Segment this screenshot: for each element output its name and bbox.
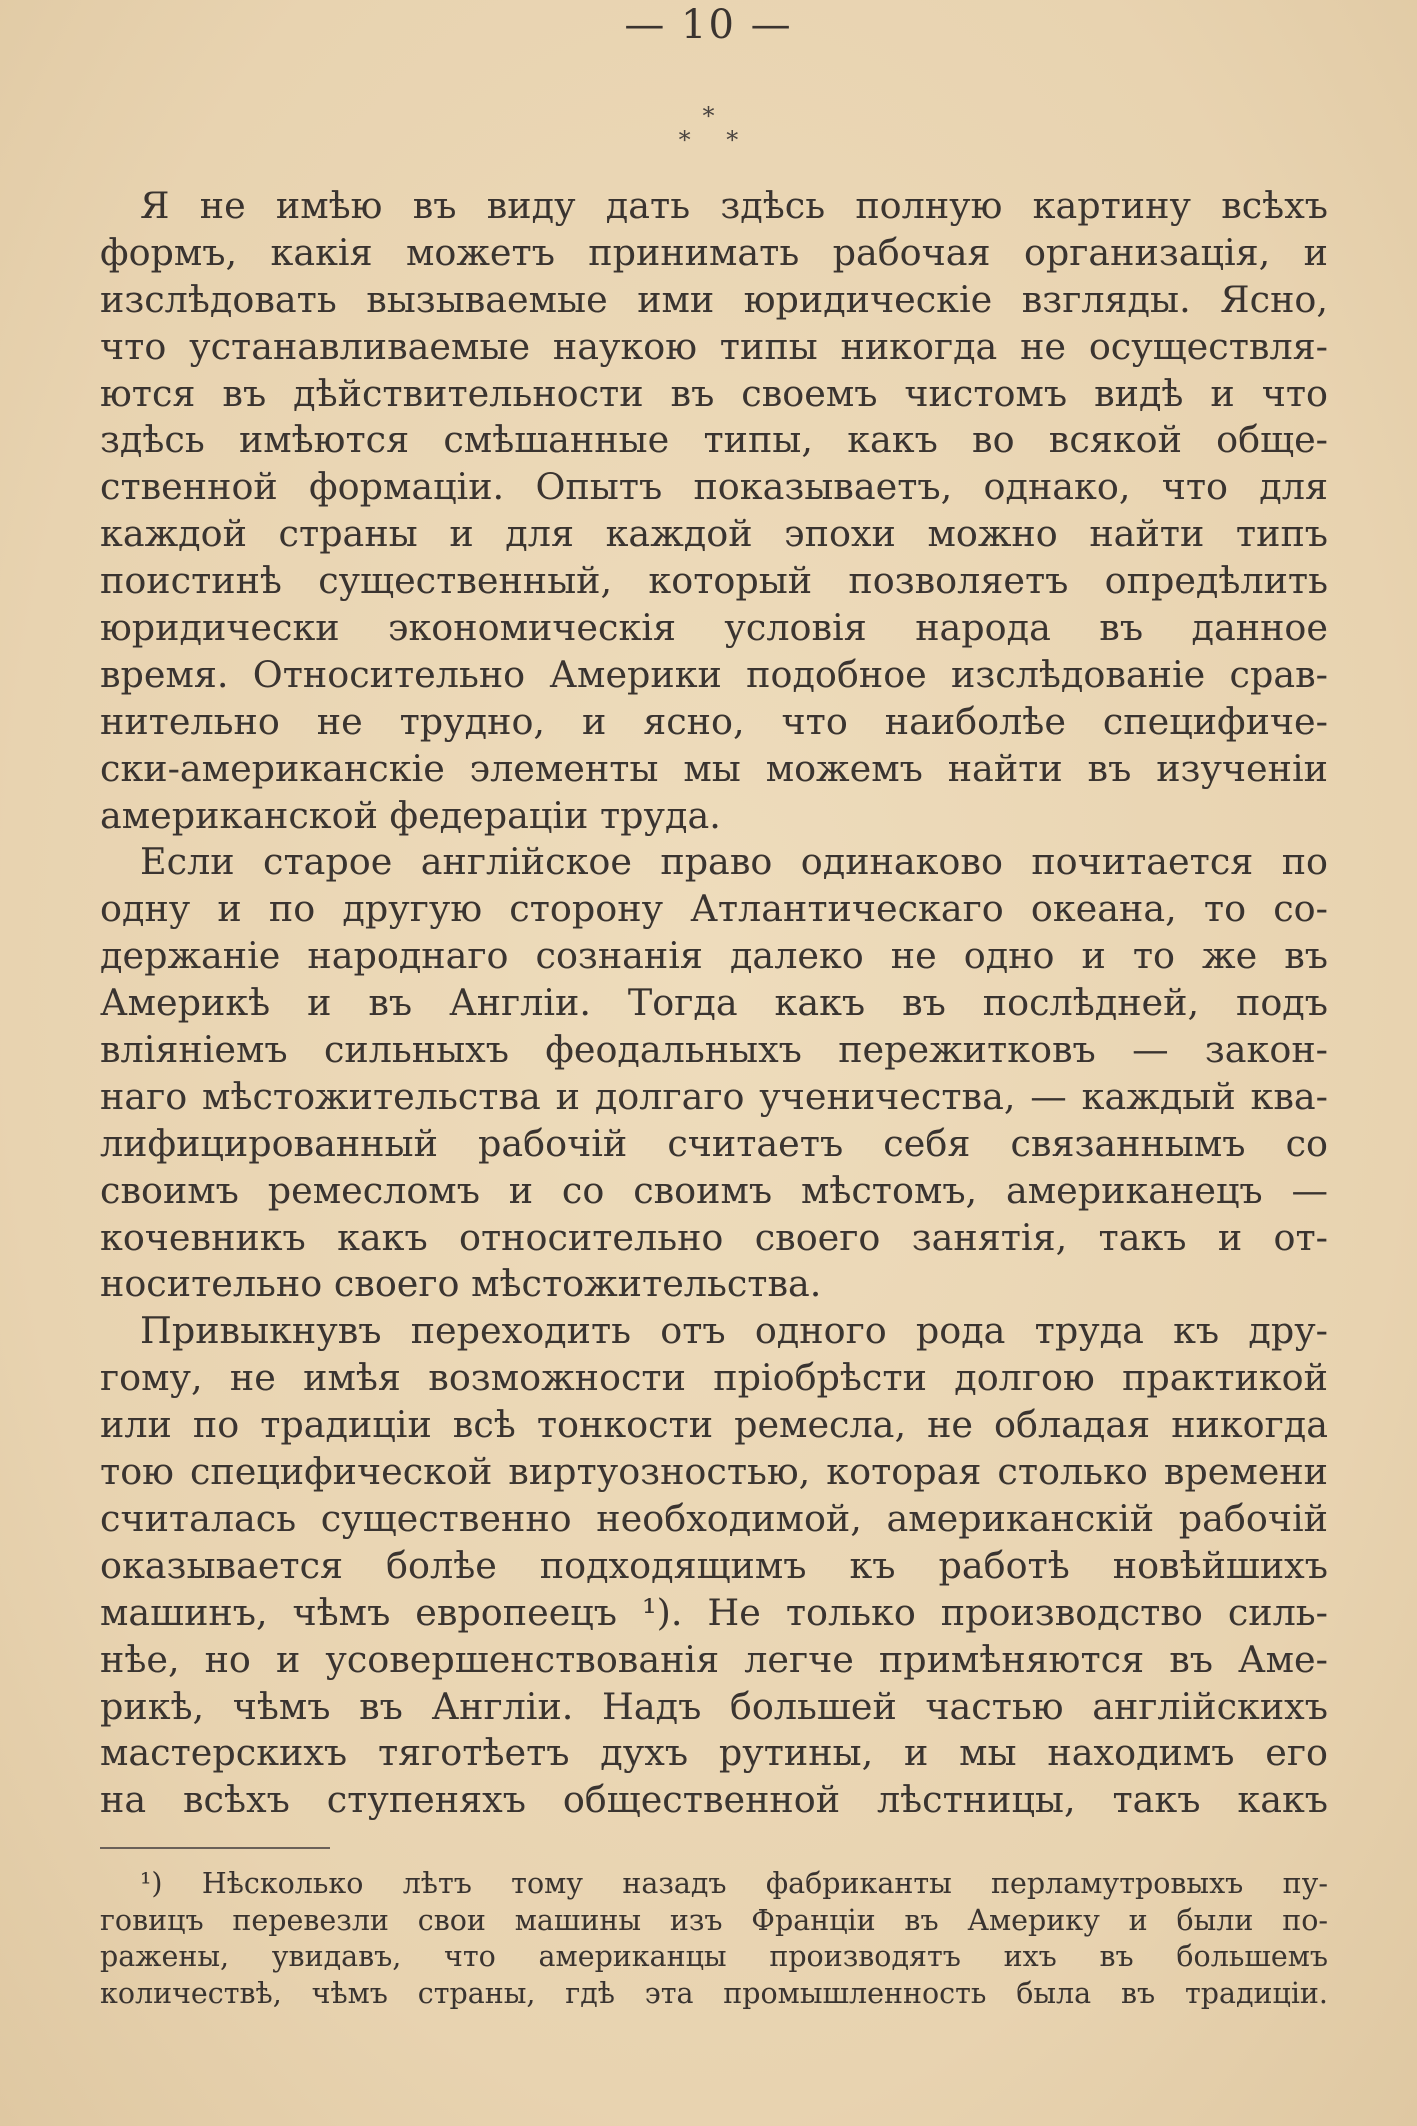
text-line: американской федераціи труда. — [100, 793, 721, 837]
text-line: здѣсь имѣются смѣшанные типы, какъ во всякой обще- — [100, 418, 1328, 462]
page-number: — 10 — — [624, 2, 793, 48]
text-line: вліяніемъ сильныхъ феодальныхъ пережитковъ — закон- — [100, 1028, 1328, 1072]
text-line: Привыкнувъ переходить отъ одного рода труда къ дру- — [140, 1309, 1328, 1353]
text-line: Америкѣ и въ Англіи. Тогда какъ въ послѣдней, подъ — [100, 981, 1328, 1025]
text-line: гому, не имѣя возможности пріобрѣсти долгою практикой — [100, 1356, 1328, 1400]
text-line: считалась существенно необходимой, американскій рабочій — [100, 1496, 1328, 1540]
text-line: своимъ ремесломъ и со своимъ мѣстомъ, американецъ — — [100, 1168, 1328, 1212]
text-line: наго мѣстожительства и долгаго ученичества, — каждый ква- — [100, 1074, 1328, 1118]
text-line: держаніе народнаго сознанія далеко не одно и то же въ — [100, 934, 1328, 978]
text-line: ски-американскіе элементы мы можемъ найти въ изученіи — [100, 746, 1328, 790]
footnote-divider — [100, 1847, 330, 1849]
footnote-line: говицъ перевезли свои машины изъ Франціи въ Америку и были по- — [100, 1903, 1328, 1937]
body-text — [100, 183, 1328, 1824]
text-line: время. Относительно Америки подобное изслѣдованіе срав- — [100, 652, 1328, 696]
section-separator — [0, 104, 1417, 152]
text-line: мастерскихъ тяготѣетъ духъ рутины, и мы находимъ его — [100, 1731, 1328, 1775]
text-line: Если старое англійское право одинаково почитается по — [140, 840, 1328, 884]
footnote-line: количествѣ, чѣмъ страны, гдѣ эта промышленность была въ традиціи. — [100, 1976, 1328, 2010]
text-line: носительно своего мѣстожительства. — [100, 1262, 822, 1306]
footnote — [100, 1866, 1328, 2012]
text-line: что устанавливаемые наукою типы никогда не осуществля- — [100, 324, 1328, 368]
text-line: нѣе, но и усовершенствованія легче примѣняются въ Аме- — [100, 1637, 1328, 1681]
text-line: ются въ дѣйствительности въ своемъ чистомъ видѣ и что — [100, 371, 1328, 415]
text-line: каждой страны и для каждой эпохи можно найти типъ — [100, 512, 1328, 556]
text-line: нительно не трудно, и ясно, что наиболѣе специфиче- — [100, 699, 1328, 743]
footnote-line: ¹) Нѣсколько лѣтъ тому назадъ фабриканты перламутровыхъ пу- — [140, 1867, 1328, 1900]
text-line: кочевникъ какъ относительно своего занятія, такъ и от- — [100, 1215, 1328, 1259]
separator-asterisk-top: * — [702, 102, 715, 130]
text-line: тою специфической виртуозностью, которая столько времени — [100, 1450, 1328, 1494]
text-line: одну и по другую сторону Атлантическаго океана, то со- — [100, 887, 1328, 931]
text-line: лифицированный рабочій считаетъ себя связаннымъ со — [100, 1121, 1328, 1165]
text-line: машинъ, чѣмъ европеецъ ¹). Не только производство силь- — [100, 1590, 1328, 1634]
text-line: рикѣ, чѣмъ въ Англіи. Надъ большей частью англійскихъ — [100, 1684, 1328, 1728]
text-line: поистинѣ существенный, который позволяетъ опредѣлить — [100, 559, 1328, 603]
text-line: юридически экономическія условія народа въ данное — [100, 606, 1328, 650]
text-line: или по традиціи всѣ тонкости ремесла, не обладая никогда — [100, 1403, 1328, 1447]
text-line: оказывается болѣе подходящимъ къ работѣ новѣйшихъ — [100, 1543, 1328, 1587]
separator-asterisks-bottom: * * — [678, 126, 753, 154]
text-line: ственной формаціи. Опытъ показываетъ, однако, что для — [100, 465, 1328, 509]
text-line: Я не имѣю въ виду дать здѣсь полную картину всѣхъ — [140, 184, 1328, 227]
text-line: формъ, какія можетъ принимать рабочая организація, и — [100, 230, 1328, 274]
text-line: изслѣдовать вызываемые ими юридическіе взгляды. Ясно, — [100, 277, 1328, 321]
text-line: на всѣхъ ступеняхъ общественной лѣстницы, такъ какъ — [100, 1778, 1328, 1822]
footnote-line: ражены, увидавъ, что американцы производятъ ихъ въ большемъ — [100, 1940, 1328, 1973]
